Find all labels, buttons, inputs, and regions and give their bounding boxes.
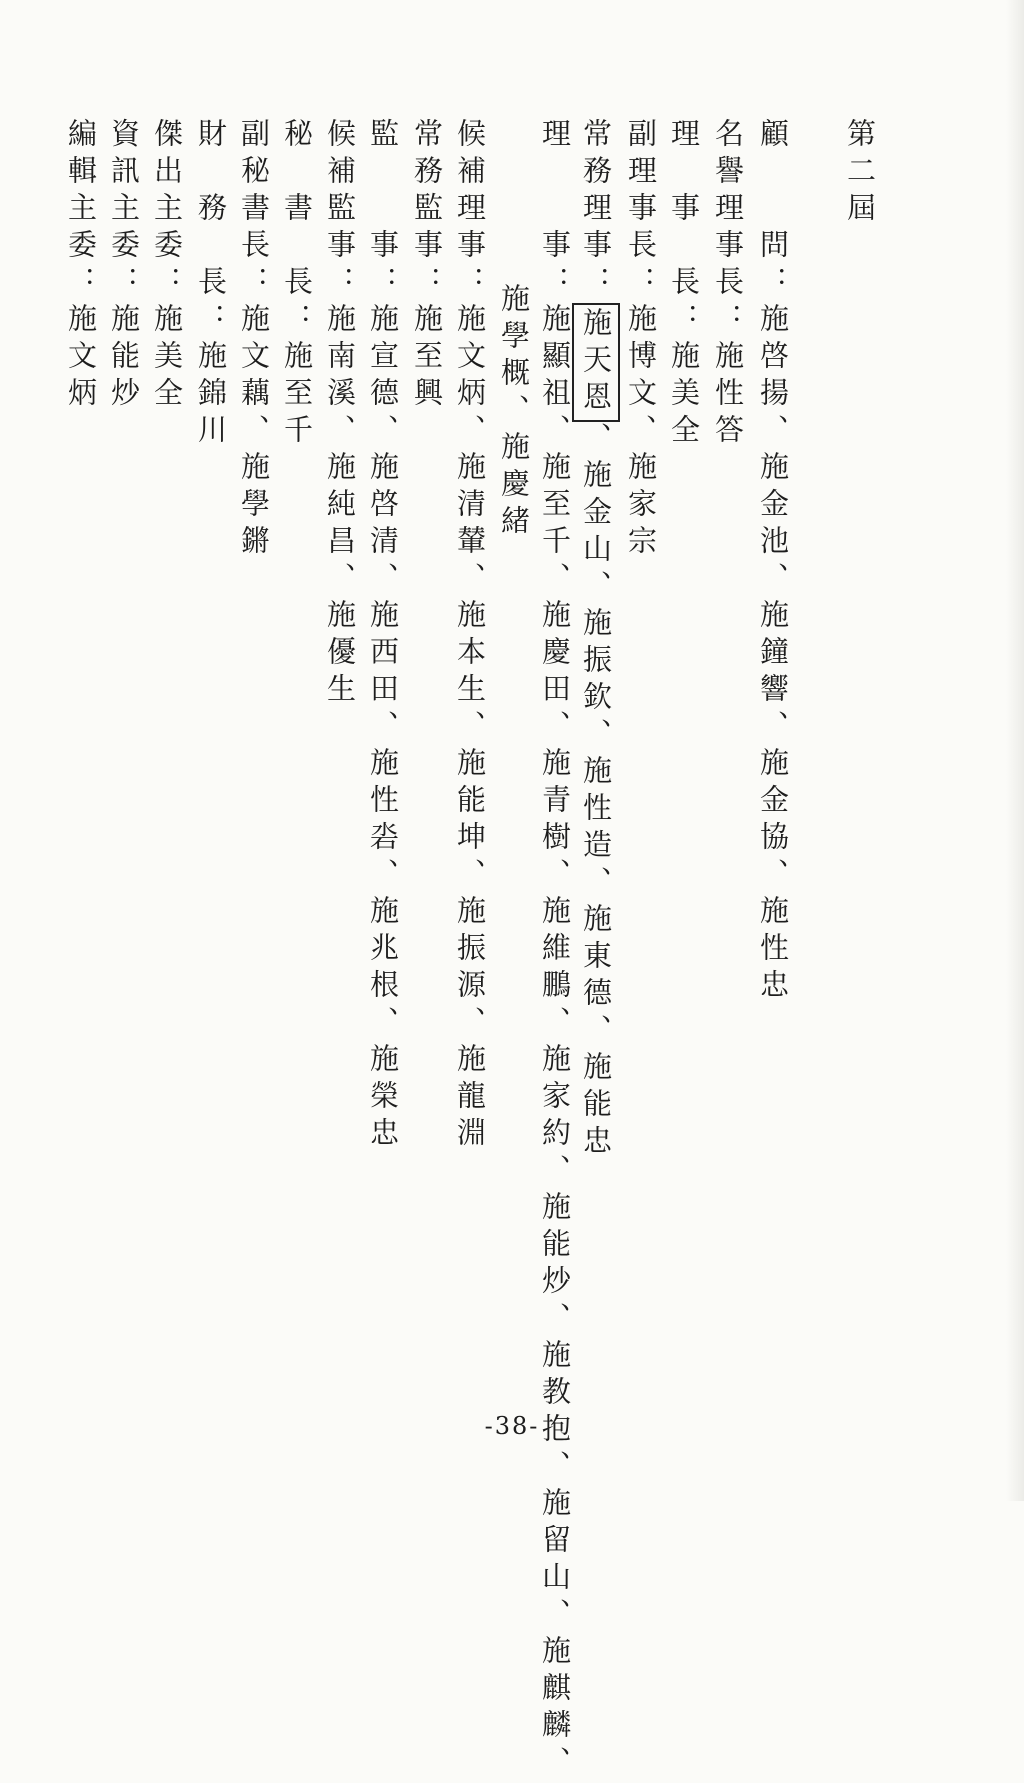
officer-row-supervisors: [361, 118, 405, 1418]
role-label: 副理事長：: [624, 118, 658, 303]
names-list: 施學概、施慶緒: [497, 283, 531, 542]
officer-row-directors: [533, 118, 577, 1783]
officer-row-alternate-supervisors: [318, 118, 362, 1418]
officer-row-advisors: [751, 118, 795, 1418]
role-label: 財 務 長：: [194, 118, 228, 340]
officer-row-standing-supervisor: [405, 118, 449, 1418]
role-label: 候補監事：: [323, 118, 357, 303]
officer-row-deputy-secretary-general: [232, 118, 276, 1418]
names-list: 施宣德、施啓清、施西田、施性沯、施兆根、施榮忠: [366, 303, 400, 1154]
names-list: 施南溪、施純昌、施優生: [323, 303, 357, 710]
role-label: 編輯主委：: [64, 118, 98, 303]
role-label: 顧 問：: [756, 118, 790, 303]
page-edge: [1006, 0, 1024, 1501]
officer-row-alternate-directors: [448, 118, 492, 1418]
names-list: 施性答: [711, 340, 745, 451]
officer-row-secretary-general: [275, 118, 319, 1418]
names-list: 施至興: [410, 303, 444, 414]
role-label: 理 事 長：: [667, 118, 701, 340]
role-label: 常務監事：: [410, 118, 444, 303]
role-label: 資訊主委：: [107, 118, 141, 303]
names-list: 施至千: [280, 340, 314, 451]
names-list: 施文炳、施清輦、施本生、施能坤、施振源、施龍淵: [453, 303, 487, 1154]
names-list: 施文藕、施學鏘: [237, 303, 271, 562]
officer-row-editorial-committee: [59, 118, 103, 1418]
role-label: 候補理事：: [453, 118, 487, 303]
names-list: 施能炒: [107, 303, 141, 414]
names-list: 施美全: [667, 340, 701, 451]
boxed-name: 施天恩: [572, 303, 620, 422]
role-label: 監 事：: [366, 118, 400, 303]
names-list: 施美全: [150, 303, 184, 414]
names-list: 施啓揚、施金池、施鐘響、施金協、施性忠: [756, 303, 790, 1006]
section-title: 第二屆: [843, 118, 877, 229]
officer-row-treasurer: [189, 118, 233, 1418]
officer-row-information-committee: [102, 118, 146, 1418]
officer-row-directors-continued: [492, 283, 536, 1583]
role-label: 理 事：: [538, 118, 572, 303]
role-label: 秘 書 長：: [280, 118, 314, 340]
officer-row-excellence-committee: [145, 118, 189, 1418]
role-label: 傑出主委：: [150, 118, 184, 303]
names-list: 施文炳: [64, 303, 98, 414]
names-list: 施錦川: [194, 340, 228, 451]
page-number: -38-: [484, 1412, 540, 1440]
role-label: 常務理事：: [579, 118, 613, 303]
names-list: 施博文、施家宗: [624, 303, 658, 562]
officer-row-standing-directors: [577, 118, 621, 1418]
role-label: 副秘書長：: [237, 118, 271, 303]
officer-row-chair: [662, 118, 706, 1418]
names-list: 施顯祖、施至千、施慶田、施青樹、施維鵬、施家約、施能炒、施教抱、施留山、施麒麟、: [538, 303, 572, 1783]
officer-row-honorary-chair: [706, 118, 750, 1418]
names-list: 、施金山、施振欽、施性造、施東德、施能忠: [579, 422, 613, 1162]
officer-row-vice-chair: [619, 118, 663, 1418]
role-label: 名譽理事長：: [711, 118, 745, 340]
